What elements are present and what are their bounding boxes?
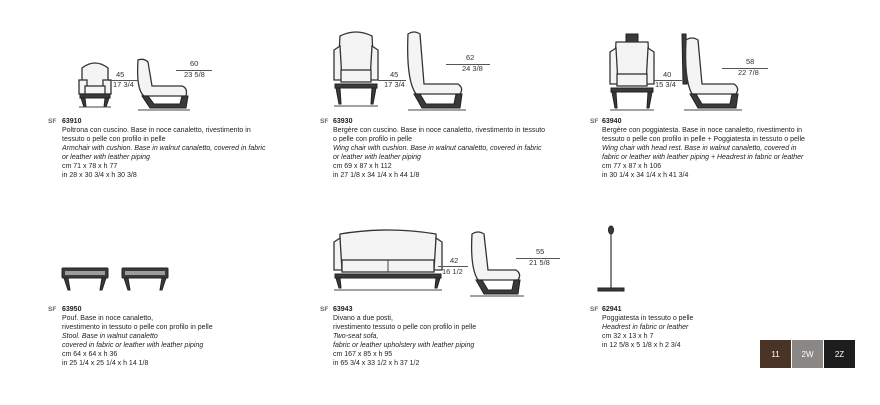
headrest-chair-side-view xyxy=(678,34,744,114)
dims-in: in 12 5/8 x 5 1/8 x h 2 3/4 xyxy=(602,342,681,349)
product-code: 63943 xyxy=(333,306,353,313)
product-code: 62941 xyxy=(602,306,622,313)
desc-en-line: or leather with leather piping xyxy=(333,154,421,161)
product-info-63940 xyxy=(602,117,872,180)
product-info-63930 xyxy=(333,117,593,180)
sf-label: SF xyxy=(590,118,599,125)
product-code: 63950 xyxy=(62,306,82,313)
desc-en-line: covered in fabric or leather with leather piping xyxy=(62,342,204,349)
wingchair-front-view xyxy=(332,30,380,110)
seat-height-cm: 45 xyxy=(390,70,399,79)
seat-height-in: 17 3/4 xyxy=(384,80,405,89)
sofa-side-view xyxy=(464,228,530,300)
sofa-front-view xyxy=(332,228,444,294)
desc-en-line: fabric or leather upholstery with leather piping xyxy=(333,342,475,349)
dims-cm: cm 32 x 13 x h 7 xyxy=(602,333,654,340)
seat-height-in: 16 1/2 xyxy=(442,267,463,276)
dims-cm: cm 69 x 87 x h 112 xyxy=(333,163,392,170)
desc-it-line: Poltrona con cuscino. Base in noce canaletto, rivestimento in xyxy=(62,127,251,134)
product-info-63943 xyxy=(333,305,583,368)
dims-in: in 30 1/4 x 34 1/4 x h 41 3/4 xyxy=(602,172,689,179)
product-code: 63940 xyxy=(602,118,622,125)
dims-cm: cm 77 x 87 x h 106 xyxy=(602,163,662,170)
product-code: 63930 xyxy=(333,118,353,125)
desc-en-line: or leather with leather piping xyxy=(62,154,150,161)
swatch-label: 11 xyxy=(771,349,780,359)
back-height-cm: 58 xyxy=(746,57,755,66)
sf-label: SF xyxy=(320,306,329,313)
back-height-cm: 62 xyxy=(466,53,475,62)
seat-height-in: 17 3/4 xyxy=(113,80,134,89)
desc-en-line: Stool. Base in walnut canaletto xyxy=(62,333,158,340)
dims-cm: cm 64 x 64 x h 36 xyxy=(62,351,118,358)
back-height-in: 21 5/8 xyxy=(529,258,550,267)
desc-en-line: Two-seat sofa, xyxy=(333,333,379,340)
product-info-63950 xyxy=(62,305,302,368)
desc-en-line: Wing chair with head rest. Base in walnut canaletto, covered in xyxy=(602,145,797,152)
headrest-stand-view xyxy=(596,224,626,296)
headrest-chair-front-view xyxy=(608,34,656,112)
sf-label: SF xyxy=(48,306,57,313)
desc-en-line: fabric or leather with leather piping + Headrest in fabric or leather xyxy=(602,154,804,161)
seat-height-cm: 45 xyxy=(116,70,125,79)
desc-it-line: Poggiatesta in tessuto o pelle xyxy=(602,315,694,322)
desc-it-line: rivestimento in tessuto o pelle con profilo in pelle xyxy=(62,324,213,331)
sf-label: SF xyxy=(48,118,57,125)
product-info-62941 xyxy=(602,305,762,350)
desc-it-line: o pelle con profilo in pelle xyxy=(333,136,412,143)
stool-front-view xyxy=(60,268,110,292)
desc-it-line: tessuto o pelle con profilo in pelle + Poggiatesta in tessuto o pelle xyxy=(602,136,805,143)
swatch-label: 2W xyxy=(801,349,814,359)
desc-it-line: Divano a due posti, xyxy=(333,315,393,322)
back-height-in: 22 7/8 xyxy=(738,68,759,77)
seat-height-cm: 42 xyxy=(450,256,459,265)
desc-en-line: Headrest in fabric or leather xyxy=(602,324,689,331)
desc-en-line: Armchair with cushion. Base in walnut canaletto, covered in fabric xyxy=(62,145,266,152)
product-code: 63910 xyxy=(62,118,82,125)
dims-in: in 25 1/4 x 25 1/4 x h 14 1/8 xyxy=(62,360,149,367)
seat-height-in: 15 3/4 xyxy=(655,80,676,89)
swatch-2z xyxy=(824,340,855,368)
dims-cm: cm 71 x 78 x h 77 xyxy=(62,163,118,170)
swatch-2w xyxy=(792,340,823,368)
desc-it-line: tessuto o pelle con profilo in pelle xyxy=(62,136,166,143)
stool-side-view xyxy=(120,268,170,292)
dims-cm: cm 167 x 85 x h 95 xyxy=(333,351,393,358)
desc-it-line: rivestimento tessuto o pelle con profilo in pelle xyxy=(333,324,477,331)
product-info-63910 xyxy=(62,117,302,180)
dims-in: in 65 3/4 x 33 1/2 x h 37 1/2 xyxy=(333,360,420,367)
back-height-in: 23 5/8 xyxy=(184,70,205,79)
desc-en-line: Wing chair with cushion. Base in walnut canaletto, covered in fabric xyxy=(333,145,542,152)
desc-it-line: Bergère con poggiatesta. Base in noce canaletto, rivestimento in xyxy=(602,127,803,134)
sf-label: SF xyxy=(590,306,599,313)
swatch-label: 2Z xyxy=(834,349,845,359)
seat-height-cm: 40 xyxy=(663,70,672,79)
wingchair-side-view xyxy=(402,30,468,114)
back-height-cm: 60 xyxy=(190,59,199,68)
armchair-front-view xyxy=(78,58,112,110)
desc-it-line: Pouf. Base in noce canaletto, xyxy=(62,315,154,322)
dims-in: in 28 x 30 3/4 x h 30 3/8 xyxy=(62,172,137,179)
sf-label: SF xyxy=(320,118,329,125)
back-height-in: 24 3/8 xyxy=(462,64,483,73)
armchair-side-view xyxy=(134,56,192,112)
dims-in: in 27 1/8 x 34 1/4 x h 44 1/8 xyxy=(333,172,420,179)
back-height-cm: 55 xyxy=(536,247,545,256)
swatch-11 xyxy=(760,340,791,368)
desc-it-line: Bergère con cuscino. Base in noce canaletto, rivestimento in tessuto xyxy=(333,127,546,134)
finish-swatches xyxy=(760,340,856,368)
